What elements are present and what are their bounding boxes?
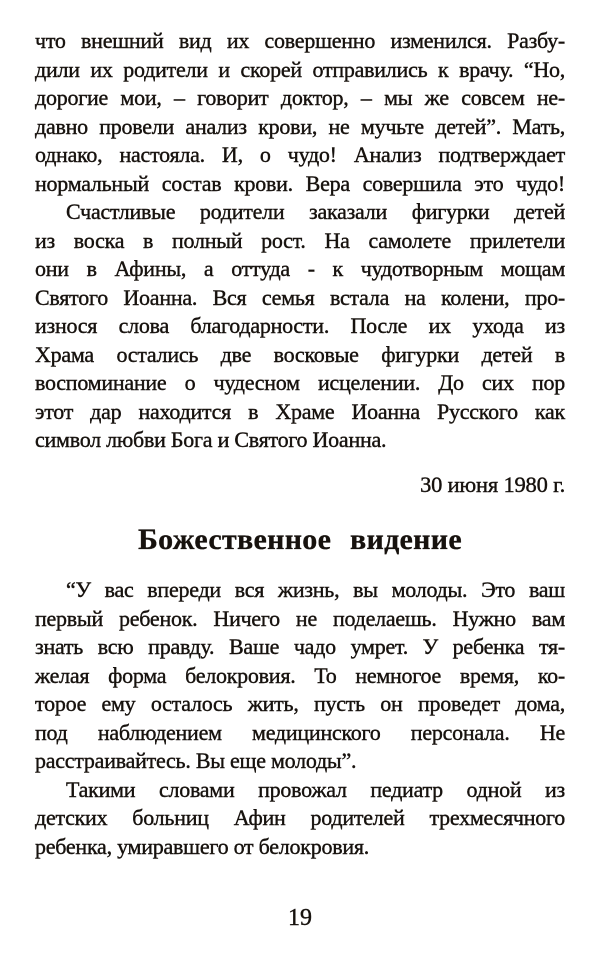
text-line: дили их родители и скорей отправились к врачу. “Но, [35,56,565,82]
text-line: желая форма белокровия. То немногое время, ко- [35,662,565,688]
text-line: под наблюдением медицинского персонала. Не [35,719,565,745]
text-line: однако, настояла. И, о чудо! Анализ подтверждает [35,142,565,167]
text-line: знать всю правду. Ваше чадо умрет. У ребенка тя- [35,634,565,659]
paragraph [35,776,565,862]
text-line: детских больниц Афин родителей трехмесячного [35,805,565,830]
text-line: что внешний вид их совершенно изменился. Разбу- [35,28,565,53]
text-line: расстраивайтесь. Вы еще молоды”. [35,748,357,773]
text-line: Храма остались две восковые фигурки детей в [35,341,565,367]
text-block [35,27,565,861]
text-line: износя слова благодарности. После их ухода из [35,313,565,338]
text-line: воспоминание о чудесном исцелении. До сих пор [35,370,565,395]
text-line: Святого Иоанна. Вся семья встала на колени, про- [35,284,565,310]
paragraph [35,198,565,455]
text-line: Такими словами провожал педиатр одной из [66,776,565,802]
page-number: 19 [288,905,312,931]
text-line: “У вас впереди вся жизнь, вы молоды. Это ваш [66,577,565,602]
paragraph [35,576,565,776]
date-line: 30 июня 1980 г. [420,471,565,497]
text-line: из воска в полный рост. На самолете прилетели [35,227,565,253]
text-line: ребенка, умиравшего от белокровия. [35,833,370,859]
text-line: они в Афины, а оттуда - к чудотворным мощам [35,256,565,281]
text-line: дорогие мои, – говорит доктор, – мы же совсем не- [35,85,565,110]
text-line: торое ему осталось жить, пусть он проведет дома, [35,691,565,716]
text-line: нормальный состав крови. Вера совершила это чудо! [35,170,565,196]
section-heading: Божественное видение [138,523,462,556]
text-line: давно провели анализ крови, не мучьте детей”. Мать, [35,113,565,139]
text-line: символ любви Бога и Святого Иоанна. [35,427,387,452]
text-line: Счастливые родители заказали фигурки детей [66,199,565,224]
text-line: этот дар находится в Храме Иоанна Русского как [35,398,565,424]
paragraph [35,27,565,198]
text-line: первый ребенок. Ничего не поделаешь. Нужно вам [35,605,565,631]
